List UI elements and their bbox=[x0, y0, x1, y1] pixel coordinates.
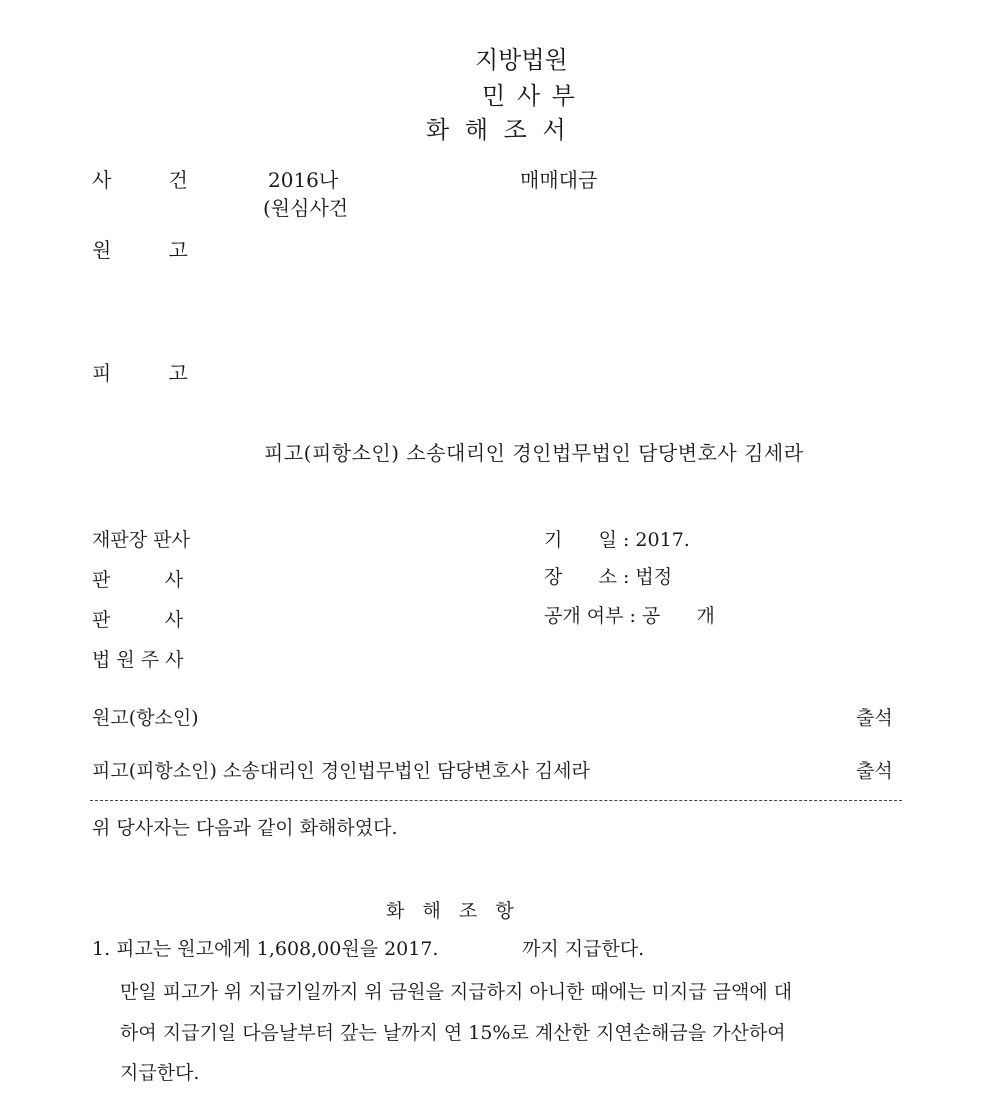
plaintiff-label: 원 고 bbox=[92, 238, 188, 262]
case-number: 2016나 bbox=[268, 168, 339, 192]
hearing-place: 장 소 : 법정 bbox=[544, 566, 673, 588]
term-1-line-1-tail: 까지 지급한다. bbox=[522, 938, 645, 960]
judge-label-2: 판 사 bbox=[92, 609, 184, 631]
hearing-date: 기 일 : 2017. bbox=[544, 529, 690, 551]
hearing-public: 공개 여부 : 공 개 bbox=[544, 605, 715, 627]
presiding-judge-label: 재판장 판사 bbox=[92, 529, 190, 551]
term-1-line-1: 1. 피고는 원고에게 1,608,00원을 2017. bbox=[92, 938, 439, 960]
attendance-plaintiff-status: 출석 bbox=[856, 707, 893, 729]
settlement-statement: 위 당사자는 다음과 같이 화해하였다. bbox=[92, 817, 398, 839]
attendance-defendant-status: 출석 bbox=[856, 760, 893, 782]
defendant-representative: 피고(피항소인) 소송대리인 경인법무법인 담당변호사 김세라 bbox=[264, 441, 804, 465]
term-1-line-3: 하여 지급기일 다음날부터 갚는 날까지 연 15%로 계산한 지연손해금을 가산하여 bbox=[120, 1022, 786, 1044]
document-title: 화 해 조 서 bbox=[426, 116, 570, 144]
terms-heading: 화 해 조 항 bbox=[386, 900, 514, 922]
term-1-line-4: 지급한다. bbox=[120, 1062, 200, 1084]
dashed-divider bbox=[90, 800, 902, 801]
term-1-line-2: 만일 피고가 위 지급기일까지 위 금원을 지급하지 아니한 때에는 미지급 금액에 대 bbox=[120, 981, 793, 1003]
attendance-defendant: 피고(피항소인) 소송대리인 경인법무법인 담당변호사 김세라 bbox=[92, 760, 590, 782]
defendant-label: 피 고 bbox=[92, 361, 188, 385]
judge-label-1: 판 사 bbox=[92, 569, 184, 591]
clerk-label: 법 원 주 사 bbox=[92, 649, 184, 671]
original-case: (원심사건 bbox=[263, 196, 349, 220]
case-label: 사 건 bbox=[92, 168, 188, 192]
division-name: 민 사 부 bbox=[482, 82, 577, 110]
attendance-plaintiff: 원고(항소인) bbox=[92, 707, 199, 729]
court-name: 지방법원 bbox=[475, 46, 568, 74]
case-name: 매매대금 bbox=[520, 168, 598, 192]
